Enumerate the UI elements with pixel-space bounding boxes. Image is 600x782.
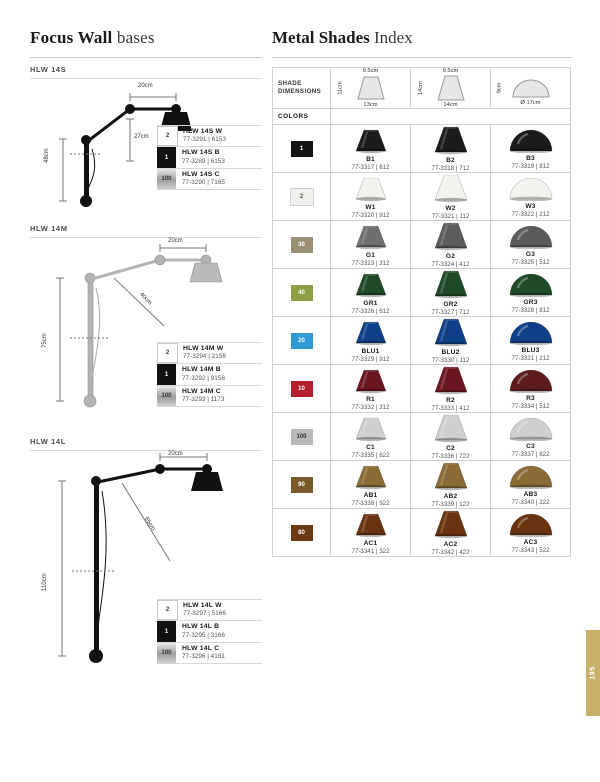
shade-code: 77-3336 | 722 [431, 453, 470, 460]
dim-bottom-3: Ø 17cm [520, 100, 541, 106]
shade-code: 77-3338 | 922 [351, 500, 390, 507]
shade-cell[interactable] [331, 125, 411, 173]
dim-side-3: 9cm [496, 82, 503, 94]
color-swatch-cell[interactable] [273, 173, 331, 221]
shade-name: GR3 [523, 299, 538, 306]
dim-14l-height: 110cm [42, 573, 48, 591]
colors-spacer-1 [331, 109, 411, 125]
dim-14m-reach: 40cm [138, 291, 153, 307]
dim-14m-height: 75cm [42, 333, 48, 348]
shade-cell[interactable] [411, 221, 491, 269]
shade-name: C2 [446, 445, 455, 452]
shade-name: C3 [526, 443, 535, 450]
color-swatch-cell[interactable] [273, 125, 331, 173]
variant-name: HLW 14L C [182, 644, 220, 652]
dim-side-2: 14cm [417, 81, 424, 95]
shade-cell[interactable] [411, 365, 491, 413]
variant-name: HLW 14L B [182, 623, 220, 631]
variant-code: 77-3293 | 1173 [182, 396, 225, 404]
variant-name: HLW 14S C [182, 170, 220, 178]
model-code-14l: HLW 14L [30, 437, 66, 446]
variant-name: HLW 14M C [182, 387, 221, 395]
variant-table-14l [157, 599, 262, 664]
color-row [273, 461, 571, 509]
shade-cell[interactable] [331, 509, 411, 557]
shade-code: 77-3331 | 212 [511, 355, 550, 362]
dim-14s-reach: 27cm [134, 134, 149, 140]
color-swatch-cell[interactable] [273, 221, 331, 269]
right-title-bold: Metal Shades [272, 28, 370, 47]
shade-code: 77-3333 | 412 [431, 405, 470, 412]
shade-outline-dome-icon [511, 77, 551, 99]
shade-name: BLU1 [361, 348, 380, 355]
shade-name: G2 [445, 253, 456, 260]
metal-shades-index-table [272, 67, 571, 557]
variant-row[interactable] [157, 168, 262, 190]
shade-cell[interactable] [491, 413, 571, 461]
drawing-14m [30, 238, 262, 430]
color-swatch: 40 [291, 285, 313, 301]
shade-dimensions-header-cell [273, 68, 331, 109]
dim-14s-height: 48cm [44, 148, 50, 163]
shade-code: 77-3319 | 812 [511, 163, 550, 170]
color-swatch: 1 [291, 141, 313, 157]
shade-name: BLU2 [441, 349, 460, 356]
shade-name: AC3 [523, 539, 538, 546]
right-title-divider [272, 57, 572, 58]
shade-name: AB2 [443, 493, 458, 500]
variant-code: 77-3297 | 5166 [183, 610, 226, 618]
shade-code: 77-3324 | 412 [431, 261, 470, 268]
shade-code: 77-3318 | 712 [431, 165, 470, 172]
shade-cell[interactable] [331, 317, 411, 365]
color-row [273, 413, 571, 461]
shade-code: 77-3328 | 812 [511, 307, 550, 314]
shade-code: 77-3329 | 912 [351, 356, 390, 363]
shade-code: 77-3341 | 322 [351, 548, 390, 555]
dim-top-2: 9.5cm [442, 68, 459, 74]
variant-row[interactable] [157, 342, 262, 363]
variant-code: 77-3289 | 6153 [182, 157, 225, 165]
variant-name: HLW 14S W [183, 128, 223, 135]
shade-cell[interactable] [491, 125, 571, 173]
shade-code: 77-3325 | 512 [511, 259, 550, 266]
color-swatch: 10 [291, 381, 313, 397]
shade-cell[interactable] [411, 317, 491, 365]
dim-14s-arm: 20cm [138, 83, 153, 89]
dim-side-1: 11cm [337, 81, 344, 95]
page-tab [586, 630, 600, 716]
swatch-white: 2 [157, 343, 178, 363]
variant-row[interactable] [157, 146, 262, 167]
shade-name: GR2 [443, 301, 458, 308]
shade-code: 77-3317 | 612 [351, 164, 390, 171]
shade-cell[interactable] [331, 461, 411, 509]
shade-cell[interactable] [331, 365, 411, 413]
left-column [30, 28, 262, 701]
left-page-title [30, 28, 262, 48]
left-title-bold: Focus Wall [30, 28, 113, 47]
shade-code: 77-3335 | 622 [351, 452, 390, 459]
shade-code: 77-3334 | 512 [511, 403, 550, 410]
shade-cell[interactable] [491, 509, 571, 557]
shade-cell[interactable] [411, 125, 491, 173]
shade-code: 77-3321 | 112 [431, 213, 470, 220]
variant-row[interactable] [157, 363, 262, 384]
shade-name: R1 [366, 396, 375, 403]
shade-name: G3 [525, 251, 536, 258]
variant-name: HLW 14M W [183, 345, 224, 352]
variant-row[interactable] [157, 385, 262, 407]
shade-code: 77-3337 | 822 [511, 451, 550, 458]
shade-name: B1 [366, 156, 375, 163]
shade-cell[interactable] [491, 221, 571, 269]
drawing-14s [30, 79, 262, 217]
shade-name: B2 [446, 157, 455, 164]
right-page-title [272, 28, 572, 48]
shade-name: AB1 [363, 492, 378, 499]
shade-dim-col-3 [491, 68, 571, 109]
shade-code: 77-3320 | 912 [351, 212, 390, 219]
shade-code: 77-3323 | 312 [351, 260, 390, 267]
left-title-light: bases [116, 28, 155, 47]
color-swatch: 30 [291, 237, 313, 253]
swatch-chrome: 100 [157, 386, 177, 406]
shade-cell[interactable] [491, 269, 571, 317]
color-swatch-cell[interactable] [273, 365, 331, 413]
shade-dim-col-2 [411, 68, 491, 109]
shade-name: W3 [525, 203, 536, 210]
swatch-white: 2 [157, 600, 178, 620]
color-row [273, 509, 571, 557]
shade-cell[interactable] [491, 317, 571, 365]
shade-cell[interactable] [491, 461, 571, 509]
shade-code: 77-3330 | 112 [431, 357, 470, 364]
colors-label-cell [273, 109, 331, 125]
swatch-chrome: 100 [157, 169, 177, 189]
shade-code: 77-3343 | 522 [511, 547, 550, 554]
variant-code: 77-3295 | 3166 [182, 631, 225, 639]
color-row [273, 221, 571, 269]
shade-name: R2 [446, 397, 455, 404]
color-row [273, 317, 571, 365]
dim-14m-arm: 20cm [168, 238, 183, 244]
shade-cell[interactable] [331, 269, 411, 317]
shade-cell[interactable] [411, 413, 491, 461]
shade-cell[interactable] [331, 173, 411, 221]
shade-name: G1 [365, 252, 376, 259]
color-swatch: 2 [290, 188, 314, 206]
title-divider [30, 57, 262, 58]
variant-code: 77-3290 | 7165 [182, 179, 225, 187]
shade-name: C1 [366, 444, 375, 451]
shade-cell[interactable] [411, 461, 491, 509]
color-row [273, 173, 571, 221]
table-header-row [273, 68, 571, 109]
shade-code: 77-3322 | 212 [511, 211, 550, 218]
swatch-chrome: 100 [157, 643, 177, 663]
shade-name: W1 [365, 204, 376, 211]
variant-row[interactable] [157, 125, 262, 146]
swatch-black: 1 [157, 147, 177, 167]
shade-dimensions-label: SHADE DIMENSIONS [278, 79, 322, 95]
variant-row[interactable] [157, 642, 262, 664]
colors-spacer-3 [491, 109, 571, 125]
shade-code: 77-3332 | 312 [351, 404, 390, 411]
variant-code: 77-3291 | 6153 [183, 136, 226, 144]
shade-name: BLU3 [521, 347, 540, 354]
shade-code: 77-3327 | 712 [431, 309, 470, 316]
color-swatch-cell[interactable] [273, 269, 331, 317]
shade-code: 77-3339 | 122 [431, 501, 470, 508]
drawing-14l [30, 451, 262, 701]
variant-name: HLW 14M B [182, 366, 221, 374]
variant-code: 77-3296 | 4181 [182, 653, 225, 661]
color-swatch-cell[interactable] [273, 413, 331, 461]
variant-name: HLW 14L W [183, 602, 222, 609]
right-title-light: Index [374, 28, 413, 47]
color-swatch: 80 [291, 525, 313, 541]
shade-cell[interactable] [411, 173, 491, 221]
variant-table-14m [157, 342, 262, 407]
variant-name: HLW 14S B [182, 149, 220, 157]
shade-code: 77-3326 | 612 [351, 308, 390, 315]
dim-14l-reach: 65cm [142, 516, 156, 532]
shade-code: 77-3342 | 422 [431, 549, 470, 556]
swatch-black: 1 [157, 364, 177, 384]
dim-bottom-1: 13cm [363, 102, 378, 108]
swatch-black: 1 [157, 621, 177, 641]
swatch-white: 2 [157, 126, 178, 146]
dim-bottom-2: 14cm [443, 102, 458, 108]
color-row [273, 125, 571, 173]
variant-code: 77-3292 | 9158 [182, 374, 225, 382]
shade-outline-cone-tall-icon [434, 75, 468, 101]
color-swatch: 20 [291, 333, 313, 349]
shade-name: GR1 [363, 300, 378, 307]
dim-top-3 [491, 70, 570, 76]
shade-cell[interactable] [411, 269, 491, 317]
colors-label-row [273, 109, 571, 125]
shade-dim-col-1 [331, 68, 411, 109]
model-code-14s: HLW 14S [30, 65, 67, 74]
color-swatch-cell[interactable] [273, 317, 331, 365]
shade-cell[interactable] [331, 221, 411, 269]
color-row [273, 269, 571, 317]
model-code-14m: HLW 14M [30, 224, 68, 233]
shade-name: AB3 [523, 491, 538, 498]
right-column [272, 28, 572, 557]
shade-cell[interactable] [491, 365, 571, 413]
dim-14l-arm: 20cm [168, 451, 183, 457]
color-rows-body [273, 125, 571, 557]
shade-cell[interactable] [491, 173, 571, 221]
variant-row[interactable] [157, 599, 262, 620]
variant-code: 77-3294 | 2158 [183, 353, 226, 361]
color-swatch-cell[interactable] [273, 509, 331, 557]
shade-name: W2 [445, 205, 456, 212]
shade-name: AC1 [363, 540, 378, 547]
dim-top-1: 9.5cm [362, 68, 379, 74]
page-number: 195 [589, 666, 597, 680]
colors-spacer-2 [411, 109, 491, 125]
shade-name: AC2 [443, 541, 458, 548]
color-swatch: 100 [291, 429, 313, 445]
variant-row[interactable] [157, 620, 262, 641]
color-row [273, 365, 571, 413]
shade-cell[interactable] [331, 413, 411, 461]
color-swatch: 90 [291, 477, 313, 493]
shade-name: B3 [526, 155, 535, 162]
shade-outline-cone-icon [354, 75, 388, 101]
colors-label: COLORS [278, 113, 309, 120]
shade-name: R3 [526, 395, 535, 402]
shade-code: 77-3340 | 222 [511, 499, 550, 506]
color-swatch-cell[interactable] [273, 461, 331, 509]
shade-cell[interactable] [411, 509, 491, 557]
variant-table-14s [157, 125, 262, 190]
